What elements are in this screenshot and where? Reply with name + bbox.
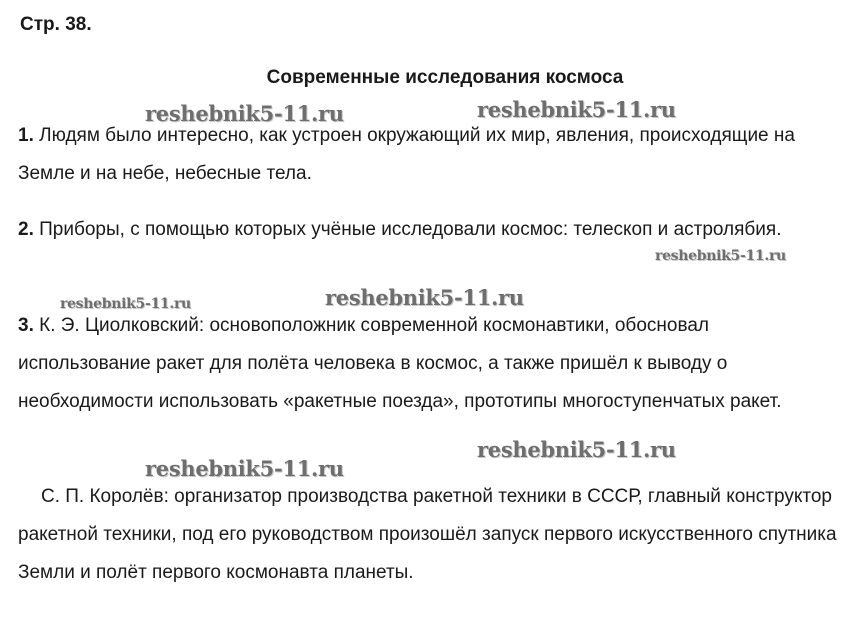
watermark-text: reshebnik5-11.ru xyxy=(60,296,191,312)
answer-paragraph-3 xyxy=(18,307,844,421)
watermark-text: reshebnik5-11.ru xyxy=(325,285,524,310)
watermark-text: reshebnik5-11.ru xyxy=(145,101,344,126)
answer-paragraph-korolev xyxy=(18,478,844,592)
answer-number: 2. xyxy=(18,219,34,240)
answer-number: 3. xyxy=(18,315,34,336)
answer-paragraph-1 xyxy=(18,117,844,193)
answer-text: Приборы, с помощью которых учёные исследовали космос: телескоп и астролябия. xyxy=(39,219,782,240)
watermark-text: reshebnik5-11.ru xyxy=(655,248,786,264)
answer-paragraph-2 xyxy=(18,211,844,249)
page-title: Современные исследования космоса xyxy=(266,67,624,88)
watermark-text: reshebnik5-11.ru xyxy=(477,97,676,122)
watermark-text: reshebnik5-11.ru xyxy=(477,437,676,462)
answer-text: Людям было интересно, как устроен окружающий их мир, явления, происходящие на Земле и на небе, небесные тела. xyxy=(18,125,795,184)
page-number: Стр. 38. xyxy=(20,14,92,35)
answer-text: К. Э. Циолковский: основоположник современной космонавтики, обосновал использование ракет для полёта человека в космос, а также пришёл к выводу о необходимости использовать «ракетные поезда», прототипы многоступенчатых ракет. xyxy=(18,315,782,412)
answer-text: С. П. Королёв: организатор производства ракетной техники в СССР, главный конструктор ракетной техники, под его руководством произошёл запуск первого искусственного спутника Земли и полёт первого космонавта планеты. xyxy=(18,486,837,583)
answer-number: 1. xyxy=(18,125,34,146)
watermark-text: reshebnik5-11.ru xyxy=(145,456,344,481)
